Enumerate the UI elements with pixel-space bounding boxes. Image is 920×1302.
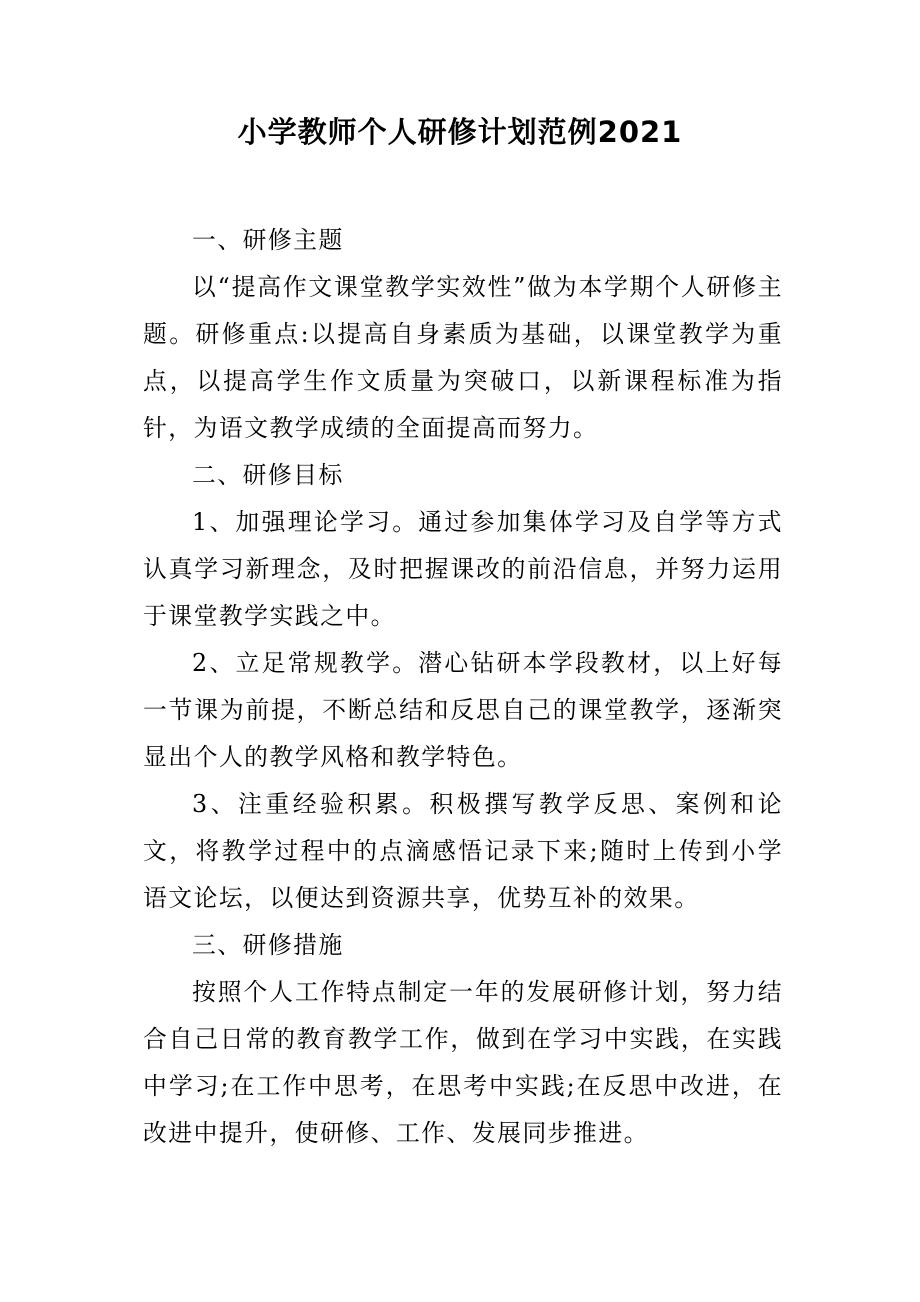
paragraph-measures: 按照个人工作特点制定一年的发展研修计划，努力结合自己日常的教育教学工作，做到在学习中实践，在实践中学习;在工作中思考，在思考中实践;在反思中改进，在改进中提升，使研修、工作、发展同步推进。 [143,978,783,1147]
paragraph-topic: 以“提高作文课堂教学实效性”做为本学期个人研修主题。研修重点:以提高自身素质为基础，以课堂教学为重点，以提高学生作文质量为突破口，以新课程标准为指针，为语文教学成绩的全面提高而努力。 [143,273,783,442]
document-body [143,217,783,1157]
paragraph-goal-1: 1、加强理论学习。通过参加集体学习及自学等方式认真学习新理念，及时把握课改的前沿信息，并努力运用于课堂教学实践之中。 [143,508,783,630]
document-title: 小学教师个人研修计划范例2021 [237,115,683,149]
section-heading-topic: 一、研修主题 [192,226,344,254]
section-heading-goals: 二、研修目标 [192,461,344,489]
section-heading-measures: 三、研修措施 [192,931,344,959]
paragraph-goal-2: 2、立足常规教学。潜心钻研本学段教材，以上好每一节课为前提，不断总结和反思自己的课堂教学，逐渐突显出个人的教学风格和教学特色。 [143,649,783,771]
paragraph-goal-3: 3、注重经验积累。积极撰写教学反思、案例和论文，将教学过程中的点滴感悟记录下来;随时上传到小学语文论坛，以便达到资源共享，优势互补的效果。 [143,790,783,912]
